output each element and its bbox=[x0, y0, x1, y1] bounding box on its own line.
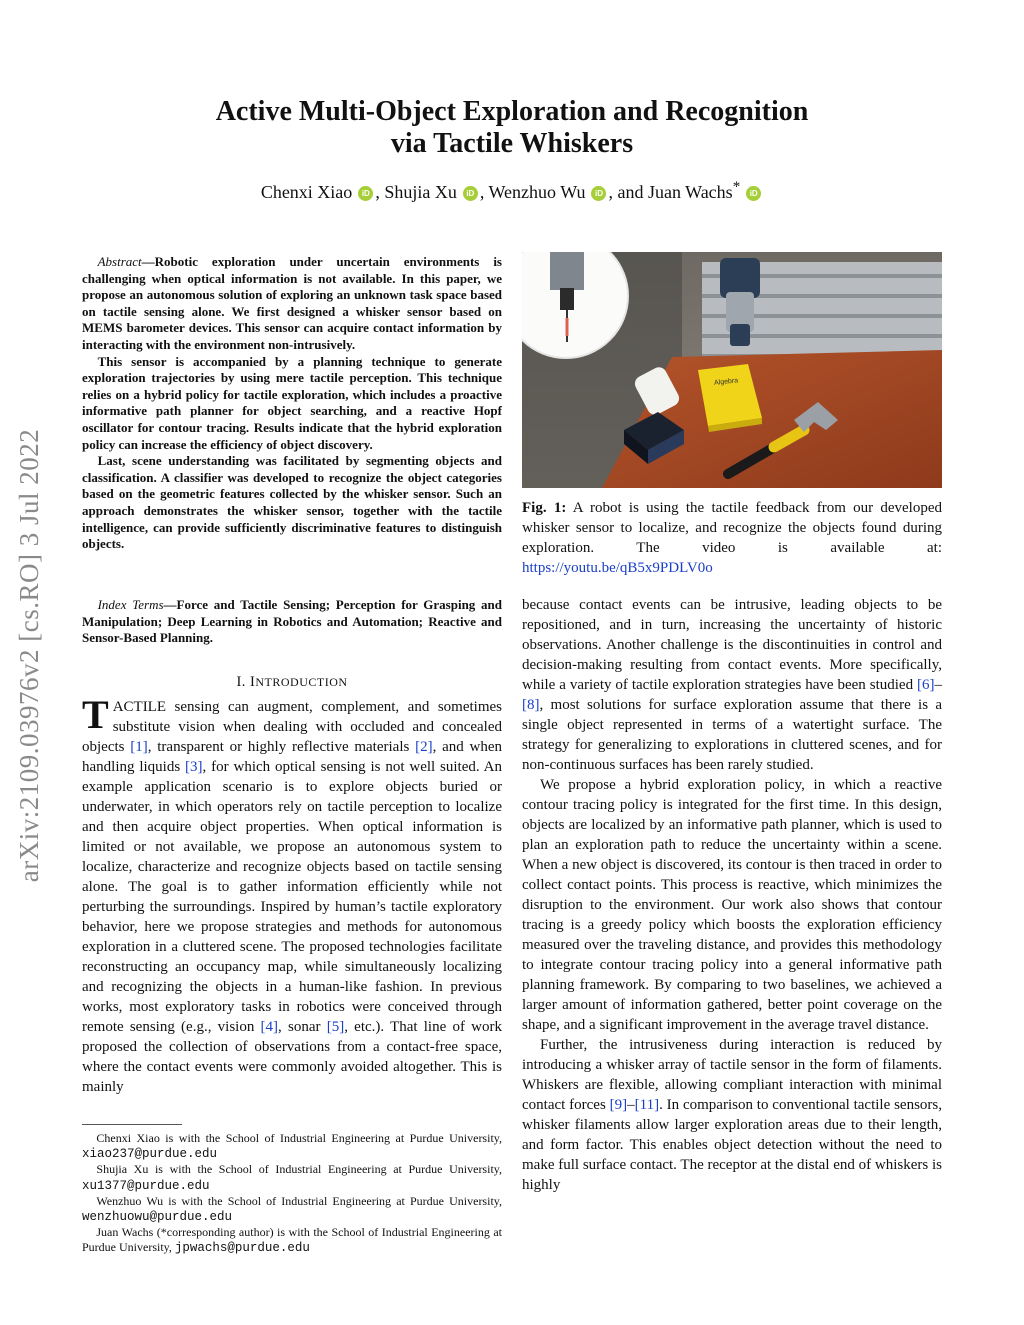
email-address: wenzhuowu@purdue.edu bbox=[82, 1210, 233, 1225]
arxiv-identifier: arXiv:2109.03976v2 [cs.RO] 3 Jul 2022 bbox=[14, 428, 45, 882]
section-heading-introduction: I. INTRODUCTION bbox=[236, 674, 348, 690]
abstract-paragraph-3: Last, scene understanding was facilitated by segmenting objects and classification. A classifier was developed to recognize the object categories based on the geometric features collected by the whisker sensor. Such an approach demonstrates the whisker sensor, together with the tactile intelligence, can provide sufficiently discriminative features to distinguish objects. bbox=[82, 453, 502, 552]
video-link[interactable]: https://youtu.be/qB5x9PDLV0o bbox=[522, 560, 713, 576]
abstract bbox=[82, 254, 502, 553]
citation-link[interactable]: [2] bbox=[415, 739, 433, 755]
citation-link[interactable]: [11] bbox=[634, 1097, 660, 1113]
footnote: Shujia Xu is with the School of Industrial Engineering at Purdue University, xu1377@purdue.edu bbox=[82, 1162, 502, 1193]
introduction-body: TACTILE sensing can augment, complement, and sometimes substitute vision when dealing with occluded and concealed objects [1], transparent or highly reflective materials [2], and when handling liquids [3], for which optical sensing is not well suited. An example application scenario is to explore objects buried or underwater, in which operators rely on tactile perception to localize and then acquire object properties. When optical information is limited or not available, we propose an autonomous system to localize, characterize and recognize objects based on tactile sensing alone. The goal is to gather information efficiently while not perturbing the surroundings. Inspired by human’s tactile exploratory behavior, here we propose strategies and methods for autonomous exploration in a cluttered scene. The proposed technologies facilitate reconstructing an occupancy map, while simultaneously localizing and recognizing the objects in a human-like fashion. In previous works, most exploratory tasks in robotics were conceived through remote sensing (e.g., vision [4], sonar [5], etc.). That line of work proposed the collection of observations from a contact-free space, where the contact events were commonly avoided altogether. This is mainly bbox=[82, 692, 502, 1095]
dropcap-letter: T bbox=[82, 692, 109, 737]
figure-label: Fig. 1: bbox=[522, 500, 567, 516]
corresponding-mark: * bbox=[732, 179, 741, 195]
citation-link[interactable]: [8] bbox=[522, 697, 540, 713]
abstract-lead: Abstract bbox=[97, 254, 142, 269]
author-name: Chenxi Xiao bbox=[260, 182, 353, 202]
footnotes bbox=[82, 1131, 502, 1257]
citation-link[interactable]: [9] bbox=[609, 1097, 628, 1113]
robot-scene-illustration bbox=[522, 252, 942, 488]
footnote: Juan Wachs (*corresponding author) is with the School of Industrial Engineering at Purdue University, jpwachs@purdue.edu bbox=[82, 1225, 502, 1256]
citation-link[interactable]: [4] bbox=[260, 1019, 279, 1035]
arxiv-side-label bbox=[0, 370, 60, 940]
paragraph: We propose a hybrid exploration policy, in which a reactive contour tracing policy is integrated for the first time. In this design, objects are localized by an informative path planner, which is used to plan an exploration path to reduce the uncertainty within a scene. When a new object is discovered, its contour is then traced in order to collect contact points. This process is reactive, which minimizes the disruption to the environment. Our work also shows that contour tracing is a greedy policy which boosts the exploration efficiency measured over the traveling distance, and provides this methodology to integrate contour tracing policy into a general informative path planning framework. By comparing to two baselines, we achieved a larger amount of information gathered, better point coverage on the shape, and a significant improvement in the average travel distance. bbox=[522, 777, 942, 1033]
index-terms-text: —Force and Tactile Sensing; Perception for Grasping and Manipulation; Deep Learning in Robotics and Automation; Reactive and Sensor-Based Planning. bbox=[82, 597, 503, 646]
paper-title-line-2: via Tactile Whiskers bbox=[390, 128, 634, 159]
paragraph: because contact events can be intrusive, leading objects to be repositioned, and in turn, increasing the uncertainty of historic observations. Another challenge is the discontinuities in control and decision-making resulting from contact events. More specifically, while a variety of tactile exploration strategies have been studied [6]–[8], most solutions for surface exploration assume that there is a single object represented in terms of a watertight surface. The strategy for generalizing to explorations in cluttered scenes, and for non-continuous surfaces has been rarely studied. bbox=[522, 597, 942, 773]
figure-1-caption: Fig. 1: A robot is using the tactile feedback from our developed whisker sensor to localize, and recognize the objects found during exploration. The video is available at: https://youtu.be/qB5x9PDLV0o bbox=[522, 500, 942, 576]
citation-link[interactable]: [1] bbox=[130, 739, 148, 755]
right-column-body bbox=[522, 595, 942, 1195]
footnote-divider bbox=[82, 1124, 182, 1125]
orcid-icon[interactable]: iD bbox=[358, 186, 373, 201]
orcid-icon[interactable]: iD bbox=[463, 186, 478, 201]
author-list bbox=[0, 176, 1024, 203]
email-address: xiao237@purdue.edu bbox=[82, 1147, 218, 1162]
orcid-icon[interactable]: iD bbox=[591, 186, 606, 201]
email-address: xu1377@purdue.edu bbox=[82, 1178, 210, 1193]
orcid-icon[interactable]: iD bbox=[746, 186, 761, 201]
email-address: jpwachs@purdue.edu bbox=[174, 1241, 310, 1256]
author-name: , and Juan Wachs bbox=[608, 182, 733, 202]
abstract-paragraph-2: This sensor is accompanied by a planning technique to generate exploration trajectories by using mere tactile perception. This technique relies on a hybrid policy for tactile exploration, which includes a proactive informative path planner for object searching, and a reactive Hopf oscillator for contour tracing. Results indicate that the hybrid exploration policy can increase the efficiency of object discovery. bbox=[82, 353, 502, 452]
citation-link[interactable]: [3] bbox=[185, 759, 203, 775]
footnote: Chenxi Xiao is with the School of Industrial Engineering at Purdue University, xiao237@purdue.edu bbox=[82, 1131, 502, 1162]
citation-link[interactable]: [6] bbox=[917, 677, 935, 693]
author-name: , Shujia Xu bbox=[375, 182, 457, 202]
book-title: Algebra bbox=[713, 377, 739, 387]
index-terms bbox=[82, 597, 502, 647]
abstract-paragraph-1: —Robotic exploration under uncertain environments is challenging when optical information is not available. In this paper, we propose an autonomous solution of exploring an unknown task space based on tactile sensing alone. We first designed a whisker sensor based on MEMS barometer devices. This sensor can acquire contact information by interacting with the environment non-intrusively. bbox=[82, 254, 502, 352]
footnote: Wenzhuo Wu is with the School of Industrial Engineering at Purdue University, wenzhuowu@purdue.edu bbox=[82, 1193, 502, 1225]
figure-1-photo bbox=[522, 252, 942, 488]
author-name: , Wenzhuo Wu bbox=[479, 182, 586, 202]
citation-link[interactable]: [5] bbox=[326, 1019, 345, 1035]
paragraph: Further, the intrusiveness during interaction is reduced by introducing a whisker array of tactile sensor in the form of filaments. Whiskers are flexible, allowing compliant interaction with minimal contact forces [9]–[11]. In comparison to conventional tactile sensors, whisker filaments allow larger exploration areas due to their length, and form factor. This enables object detection without the need to make full surface contact. The receptor at the distal end of whiskers is highly bbox=[522, 1037, 942, 1193]
paper-title-line-1: Active Multi-Object Exploration and Recognition bbox=[215, 96, 809, 127]
index-terms-lead: Index Terms bbox=[97, 597, 164, 612]
